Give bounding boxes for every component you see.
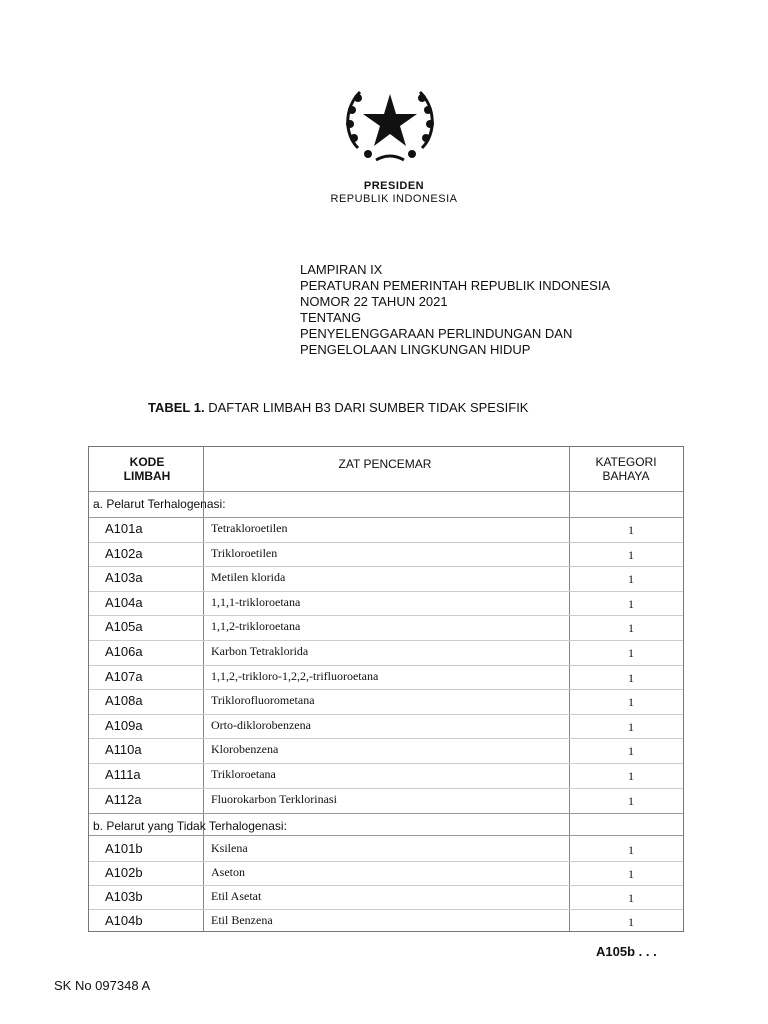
row-divider bbox=[89, 835, 683, 836]
cell-cat: 1 bbox=[628, 523, 634, 537]
row-divider bbox=[89, 615, 683, 616]
header-republik: REPUBLIK INDONESIA bbox=[330, 193, 458, 205]
garuda-star-emblem bbox=[338, 78, 442, 168]
cell-cat: 1 bbox=[628, 621, 634, 636]
row-divider bbox=[89, 885, 683, 886]
cell-name: Orto-diklorobenzena bbox=[211, 717, 311, 732]
cell-code: A104a bbox=[105, 594, 143, 610]
row-divider bbox=[89, 861, 683, 862]
cell-cat: 1 bbox=[628, 867, 634, 881]
table-row bbox=[89, 640, 683, 664]
table-row bbox=[89, 714, 683, 738]
row-divider bbox=[89, 738, 683, 739]
cell-name: 1,1,2,-trikloro-1,2,2,-trifluoroetana bbox=[211, 668, 379, 683]
lampiran-line: TENTANG bbox=[300, 310, 362, 325]
table-row bbox=[89, 566, 683, 590]
cell-code: A108a bbox=[105, 693, 143, 709]
cell-name: Trikloroetilen bbox=[211, 545, 278, 560]
cell-code: A109a bbox=[105, 717, 143, 733]
cell-name: Trikloroetana bbox=[211, 767, 276, 781]
serial-number: SK No 097348 A bbox=[54, 978, 151, 993]
cell-code: A111a bbox=[105, 767, 141, 782]
cell-cat: 1 bbox=[628, 915, 634, 929]
table-title-lead: TABEL 1. bbox=[148, 400, 205, 415]
cell-code: A110a bbox=[105, 742, 142, 758]
lampiran-line: PERATURAN PEMERINTAH REPUBLIK INDONESIA bbox=[300, 278, 611, 293]
table-row bbox=[89, 615, 683, 639]
cell-name: 1,1,2-trikloroetana bbox=[211, 619, 301, 634]
cell-name: Ksilena bbox=[211, 841, 248, 855]
continuation-marker: A105b . . . bbox=[596, 944, 657, 959]
table-row bbox=[89, 909, 683, 933]
row-divider bbox=[89, 665, 683, 666]
table-row bbox=[89, 763, 683, 787]
table-row bbox=[89, 689, 683, 713]
table-row bbox=[89, 738, 683, 762]
row-divider bbox=[89, 909, 683, 910]
cell-name: Karbon Tetraklorida bbox=[211, 644, 309, 658]
cell-code: A112a bbox=[105, 791, 142, 807]
lampiran-line: LAMPIRAN IX bbox=[300, 262, 383, 277]
table-row bbox=[89, 837, 683, 861]
cell-name: Etil Benzena bbox=[211, 913, 273, 927]
cell-code: A101a bbox=[105, 521, 143, 536]
group-a-label: a. Pelarut Terhalogenasi: bbox=[93, 497, 226, 511]
cell-code: A103b bbox=[105, 889, 143, 904]
cell-name: Tetrakloroetilen bbox=[211, 521, 288, 535]
cell-cat: 1 bbox=[628, 670, 634, 685]
cell-cat: 1 bbox=[628, 769, 634, 783]
cell-name: Triklorofluorometana bbox=[211, 693, 315, 708]
cell-name: 1,1,1-trikloroetana bbox=[211, 594, 301, 609]
cell-cat: 1 bbox=[628, 572, 634, 587]
header-presiden: PRESIDEN bbox=[363, 180, 425, 192]
table-title bbox=[148, 400, 528, 415]
row-divider bbox=[89, 788, 683, 789]
row-divider bbox=[89, 640, 683, 641]
lampiran-block bbox=[300, 262, 610, 358]
table-row bbox=[89, 517, 683, 541]
cell-code: A103a bbox=[105, 570, 143, 586]
row-divider bbox=[89, 714, 683, 715]
cell-code: A107a bbox=[105, 668, 143, 684]
table-row bbox=[89, 591, 683, 615]
table-row bbox=[89, 885, 683, 909]
header-kategori-line1: KATEGORI bbox=[595, 455, 657, 469]
cell-code: A105a bbox=[105, 619, 143, 635]
header-kategori-line2: BAHAYA bbox=[602, 469, 650, 483]
header-divider bbox=[89, 491, 683, 492]
cell-cat: 1 bbox=[628, 646, 634, 660]
table-row bbox=[89, 542, 683, 566]
cell-name: Metilen klorida bbox=[211, 570, 286, 585]
row-divider bbox=[89, 689, 683, 690]
table-row bbox=[89, 861, 683, 885]
waste-table bbox=[88, 446, 684, 932]
cell-cat: 1 bbox=[628, 547, 634, 562]
cell-code: A104b bbox=[105, 913, 143, 928]
cell-cat: 1 bbox=[628, 891, 634, 905]
cell-cat: 1 bbox=[628, 695, 634, 710]
table-row bbox=[89, 788, 683, 812]
header-kode-line1: KODE bbox=[129, 455, 165, 469]
cell-code: A101b bbox=[105, 841, 143, 856]
cell-cat: 1 bbox=[628, 596, 634, 611]
cell-code: A106a bbox=[105, 644, 143, 659]
lampiran-line: NOMOR 22 TAHUN 2021 bbox=[300, 294, 448, 309]
row-divider bbox=[89, 813, 683, 814]
header-kategori-bahaya bbox=[571, 455, 681, 483]
table-row bbox=[89, 665, 683, 689]
cell-name: Fluorokarbon Terklorinasi bbox=[211, 791, 337, 806]
header-kode-limbah bbox=[93, 455, 201, 483]
cell-name: Klorobenzena bbox=[211, 742, 279, 757]
header-zat-pencemar: ZAT PENCEMAR bbox=[338, 457, 432, 471]
cell-code: A102b bbox=[105, 865, 143, 880]
row-divider bbox=[89, 591, 683, 592]
row-divider bbox=[89, 763, 683, 764]
lampiran-line: PENGELOLAAN LINGKUNGAN HIDUP bbox=[300, 342, 531, 357]
lampiran-line: PENYELENGGARAAN PERLINDUNGAN DAN bbox=[300, 326, 573, 341]
cell-name: Aseton bbox=[211, 865, 245, 879]
cell-cat: 1 bbox=[628, 843, 634, 857]
header-kode-line2: LIMBAH bbox=[123, 469, 171, 483]
cell-cat: 1 bbox=[628, 719, 634, 734]
cell-cat: 1 bbox=[628, 793, 634, 808]
row-divider bbox=[89, 542, 683, 543]
row-divider bbox=[89, 566, 683, 567]
cell-cat: 1 bbox=[628, 744, 634, 759]
cell-name: Etil Asetat bbox=[211, 889, 262, 903]
group-b-label: b. Pelarut yang Tidak Terhalogenasi: bbox=[93, 819, 287, 833]
table-title-text: DAFTAR LIMBAH B3 DARI SUMBER TIDAK SPESIFIK bbox=[208, 400, 529, 415]
cell-code: A102a bbox=[105, 545, 143, 561]
